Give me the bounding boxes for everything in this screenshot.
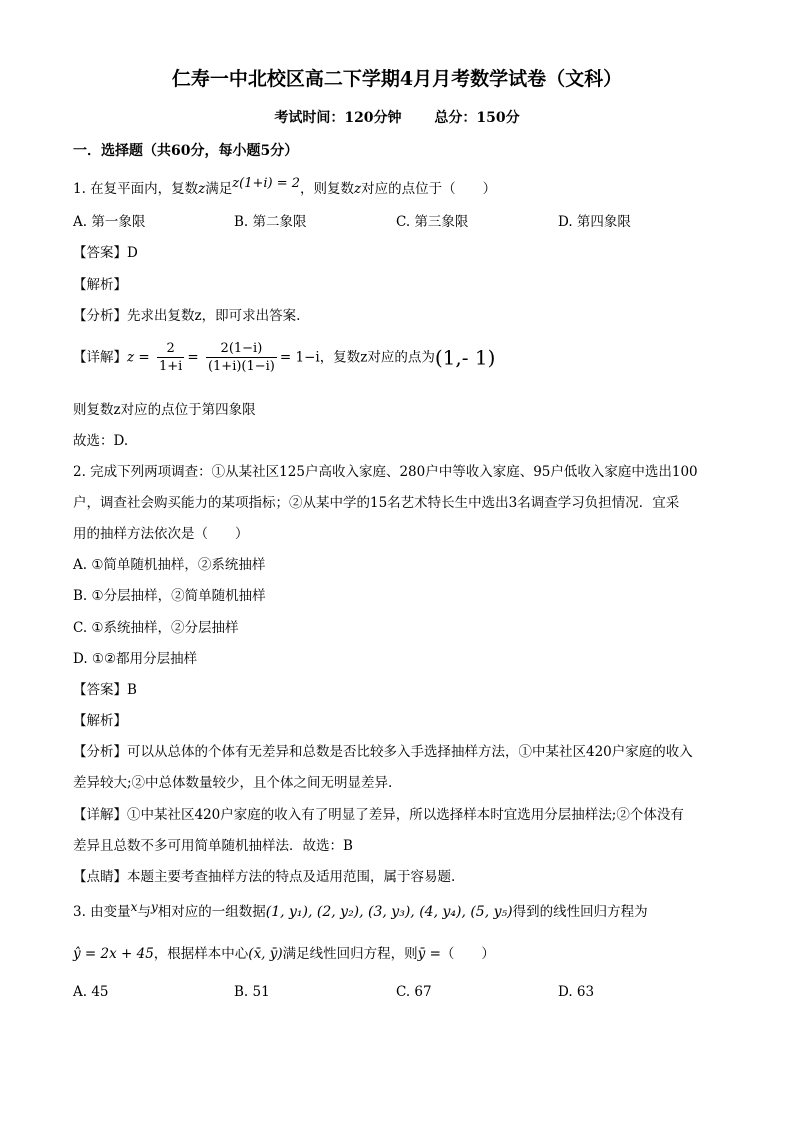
q1-option-c: C. 第三象限 [396, 214, 469, 230]
q3-text-c: 相对应的一组数据 [157, 904, 266, 920]
q3-stem-line2 [73, 945, 495, 963]
q1-point-text: ，复数z对应的点为 [319, 349, 435, 366]
page-title: 仁寿一中北校区高二下学期4月月考数学试卷（文科） [171, 68, 623, 90]
q2-option-b: B. ①分层抽样，②简单随机抽样 [73, 588, 266, 604]
q1-frac2-num: 2(1−i) [206, 340, 277, 358]
q1-stem-d: 对应的点位于（ ） [361, 181, 497, 197]
q3-text-g: （ ） [440, 946, 495, 962]
q1-fenxi: 【分析】先求出复数z，即可求出答案. [73, 308, 301, 324]
q1-option-d: D. 第四象限 [558, 214, 631, 230]
q3-center: (x̄, ȳ) [248, 946, 283, 962]
q1-option-a: A. 第一象限 [73, 214, 146, 230]
q3-regression: ŷ = 2x + 45 [73, 946, 154, 962]
q1-analysis-tag: 【解析】 [73, 277, 127, 293]
q2-answer: 【答案】B [73, 682, 137, 698]
q3-option-a: A. 45 [73, 984, 109, 1000]
q1-condition: z(1+i) = 2 [232, 176, 301, 191]
q3-stem-line1 [73, 900, 648, 921]
q2-stem-line3: 用的抽样方法依次是（ ） [73, 526, 249, 542]
q3-ybar: ȳ = [417, 946, 441, 962]
section-heading: 一．选择题（共60分，每小题5分） [73, 143, 299, 159]
q2-option-c: C. ①系统抽样，②分层抽样 [73, 620, 239, 636]
q1-conclusion: 则复数z对应的点位于第四象限 [73, 402, 256, 418]
q1-var-z2: z [354, 181, 362, 197]
q3-var-y: y [150, 900, 158, 914]
q3-option-c: C. 67 [396, 984, 432, 1000]
q1-xiangjie: 【详解】z = $\frac{2}{1+i}$ = $\frac{2(1-i)}{(1+i)(1-i)}$ = 1−i，复数z对应的点为(1,- 1) [73, 341, 496, 374]
q3-text-b: 与 [137, 904, 151, 920]
q3-text-a: 3. 由变量 [73, 904, 131, 920]
q1-eq-lhs: z = [127, 349, 150, 366]
q2-xiangjie-line2: 差异且总数不多可用简单随机抽样法．故选：B [73, 838, 353, 854]
q2-fenxi-line2: 差异较大;②中总体数量较少，且个体之间无明显差异. [73, 775, 393, 791]
q3-option-b: B. 51 [234, 984, 270, 1000]
q1-frac1-num: 2 [157, 340, 184, 358]
q2-stem-line1: 2. 完成下列两项调查：①从某社区125户高收入家庭、280户中等收入家庭、95户低收入家庭中选出100 [73, 464, 698, 480]
q1-stem-c: ，则复数 [300, 181, 355, 197]
exam-info: 考试时间：120分钟 总分：150分 [274, 110, 520, 126]
q1-xiangjie-tag: 【详解】 [73, 349, 127, 366]
q1-frac1-den: 1+i [159, 359, 183, 374]
q2-analysis-tag: 【解析】 [73, 713, 127, 729]
q1-answer: 【答案】D [73, 245, 138, 261]
q1-fraction-2 [206, 340, 277, 375]
q2-option-a: A. ①简单随机抽样，②系统抽样 [73, 557, 266, 573]
q1-fraction-1 [157, 340, 184, 375]
q3-var-x: x [130, 900, 138, 914]
q3-text-e: ，根据样本中心 [153, 946, 249, 962]
q3-text-d: 得到的线性回归方程为 [512, 904, 648, 920]
q2-fenxi-line1: 【分析】可以从总体的个体有无差异和总数是否比较多入手选择抽样方法，①中某社区420户家庭的收入 [73, 744, 693, 760]
q1-var-z: z [198, 181, 206, 197]
q1-point: (1,- 1) [434, 345, 496, 370]
q1-option-b: B. 第二象限 [234, 214, 307, 230]
q3-data-points: (1, y₁), (2, y₂), (3, y₃), (4, y₄), (5, y₅) [265, 904, 513, 920]
q1-eq-rhs: = 1−i [279, 349, 320, 366]
q2-stem-line2: 户，调查社会购买能力的某项指标；②从某中学的15名艺术特长生中选出3名调查学习负担情况．宜采 [73, 495, 680, 511]
q1-frac2-den: (1+i)(1−i) [207, 359, 275, 374]
q1-stem [73, 176, 497, 199]
q2-option-d: D. ①②都用分层抽样 [73, 651, 198, 667]
q1-choose: 故选：D. [73, 433, 129, 449]
q3-option-d: D. 63 [558, 984, 595, 1000]
q2-dianjing: 【点睛】本题主要考查抽样方法的特点及适用范围，属于容易题. [73, 869, 456, 885]
q1-stem-a: 1. 在复平面内，复数 [73, 181, 199, 197]
q3-text-f: 满足线性回归方程，则 [282, 946, 418, 962]
q1-stem-b: 满足 [205, 181, 233, 197]
q2-xiangjie-line1: 【详解】①中某社区420户家庭的收入有了明显了差异，所以选择样本时宜选用分层抽样法;②个体没有 [73, 807, 684, 823]
